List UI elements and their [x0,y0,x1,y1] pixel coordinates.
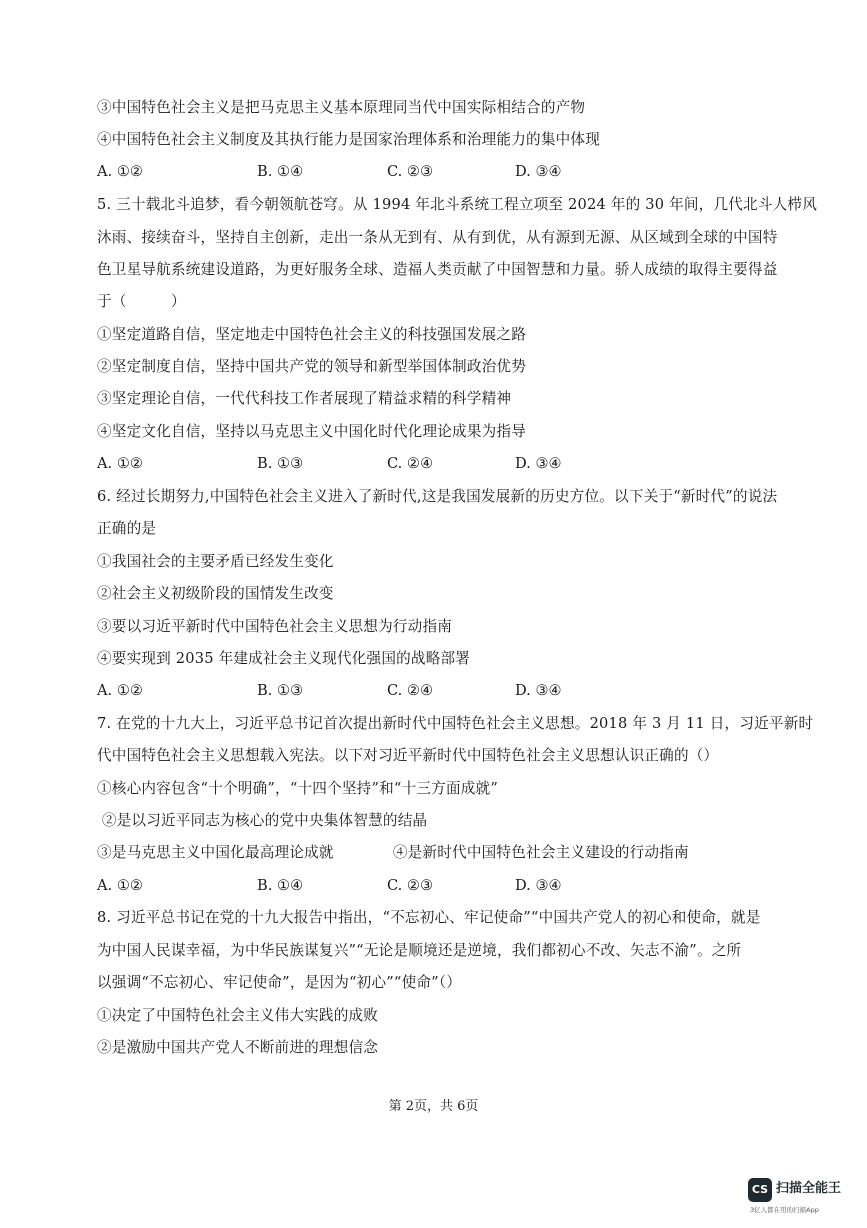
question-8-stem: 8. 习近平总书记在党的十九大报告中指出，“不忘初心、牢记使命”“中国共产党人的初心和使命，就是 [97,909,761,926]
statement-line: ③中国特色社会主义是把马克思主义基本原理同当代中国实际相结合的产物 [97,99,586,116]
watermark-title: 扫描全能王 [776,1181,842,1196]
statement-line: ②社会主义初级阶段的国情发生改变 [97,585,334,602]
watermark-subtitle: 3亿人都在用的扫描App [750,1206,819,1214]
option-b: B. ①③ [257,455,304,472]
option-d: D. ③④ [515,455,562,472]
option-a: A. ①② [97,682,143,699]
statement-line: ③要以习近平新时代中国特色社会主义思想为行动指南 [97,618,453,635]
option-c: C. ②③ [387,163,434,180]
statement-line: ④坚定文化自信，坚持以马克思主义中国化时代化理论成果为指导 [97,423,527,440]
option-d: D. ③④ [515,163,562,180]
question-8-stem: 为中国人民谋幸福，为中华民族谋复兴”“无论是顺境还是逆境，我们都初心不改、矢志不渝”。之所 [97,942,742,959]
question-5-stem: 沐雨、接续奋斗，坚持自主创新，走出一条从无到有、从有到优，从有源到无源、从区域到全球的中国特 [97,229,778,246]
statement-line: ④中国特色社会主义制度及其执行能力是国家治理体系和治理能力的集中体现 [97,131,600,148]
question-6-stem: 正确的是 [97,520,157,537]
statement-line: ①核心内容包含“十个明确”，“十四个坚持”和“十三方面成就” [97,780,499,797]
statement-line: ④要实现到 2035 年建成社会主义现代化强国的战略部署 [97,650,471,667]
statement-line: ①决定了中国特色社会主义伟大实践的成败 [97,1007,379,1024]
option-c: C. ②④ [387,682,434,699]
statement-line: ①坚定道路自信，坚定地走中国特色社会主义的科技强国发展之路 [97,326,527,343]
option-d: D. ③④ [515,682,562,699]
question-8-stem: 以强调“不忘初心、牢记使命”，是因为“初心”“使命”（） [97,974,462,991]
option-a: A. ①② [97,455,143,472]
scanner-watermark [748,1178,860,1218]
option-b: B. ①④ [257,877,304,894]
question-7-stem: 代中国特色社会主义思想载入宪法。以下对习近平新时代中国特色社会主义思想认识正确的（） [97,747,719,764]
option-d: D. ③④ [515,877,562,894]
statement-line: ②是激励中国共产党人不断前进的理想信念 [97,1039,379,1056]
question-7-stem: 7. 在党的十九大上，习近平总书记首次提出新时代中国特色社会主义思想。2018 年 3 月 11 日，习近平新时 [97,715,814,732]
statement-line: ①我国社会的主要矛盾已经发生变化 [97,553,334,570]
option-b: B. ①④ [257,163,304,180]
statement-line: ③是马克思主义中国化最高理论成就 ④是新时代中国特色社会主义建设的行动指南 [97,844,689,861]
statement-line: ②坚定制度自信，坚持中国共产党的领导和新型举国体制政治优势 [97,358,527,375]
answer-options-q5 [97,454,787,474]
statement-line: ③坚定理论自信，一代代科技工作者展现了精益求精的科学精神 [97,390,512,407]
option-a: A. ①② [97,877,143,894]
statement-line: ②是以习近平同志为核心的党中央集体智慧的结晶 [97,812,428,829]
question-6-stem: 6. 经过长期努力,中国特色社会主义进入了新时代,这是我国发展新的历史方位。以下关于“新时代”的说法 [97,488,778,505]
option-a: A. ①② [97,163,143,180]
answer-options-q6 [97,681,787,701]
question-5-stem: 于（ ） [97,293,186,310]
answer-options-q7 [97,876,787,896]
camscanner-logo-icon: CS [748,1178,772,1202]
question-5-stem: 色卫星导航系统建设道路，为更好服务全球、造福人类贡献了中国智慧和力量。骄人成绩的取得主要得益 [97,261,778,278]
option-c: C. ②③ [387,877,434,894]
option-c: C. ②④ [387,455,434,472]
option-b: B. ①③ [257,682,304,699]
question-5-stem: 5. 三十载北斗追梦，看今朝领航苍穹。从 1994 年北斗系统工程立项至 2024 年的 30 年间，几代北斗人栉风 [97,196,818,213]
answer-options-q4 [97,162,787,182]
page-number: 第 2页，共 6页 [388,1099,479,1114]
